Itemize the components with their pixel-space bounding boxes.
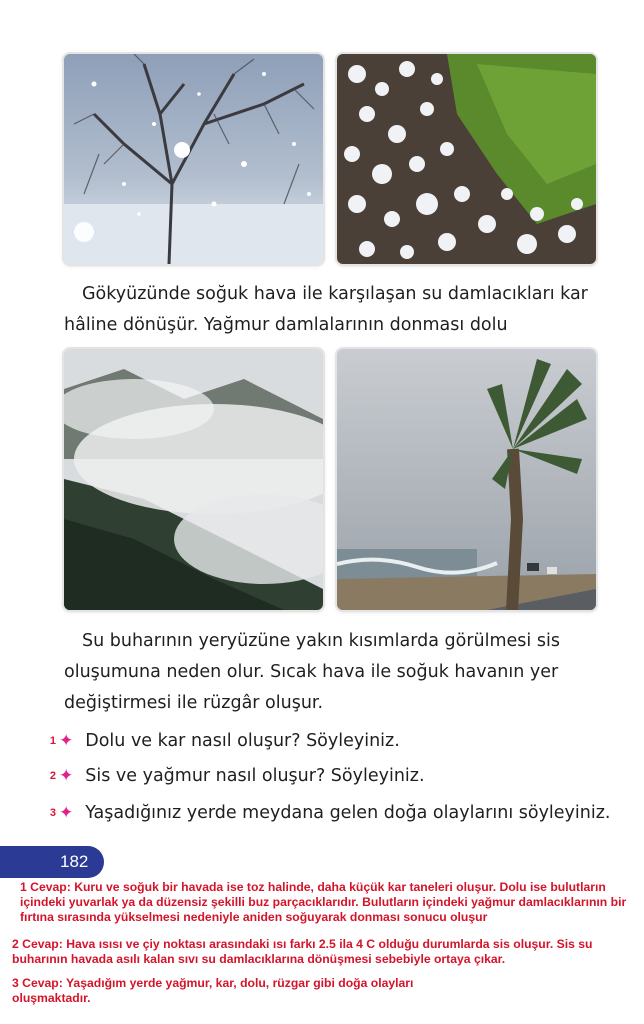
answer-2: 2 Cevap: Hava ısısı ve çiy noktası arasındaki ısı farkı 2.5 ila 4 C olduğu durumlarda sis oluşur. Sis su buharının havada asılı kalan sıvı su damlacıklarına dönüşmesi sebebiyle ortaya çıkar.: [12, 937, 593, 966]
windblown-palm-photo: [337, 349, 596, 610]
question-1: [40, 727, 400, 755]
page-number-tab: [0, 846, 104, 878]
snowy-trees-photo: [64, 54, 323, 264]
foggy-forest-photo: [64, 349, 323, 610]
question-3: [40, 799, 610, 827]
paragraph-fog-wind: Su buharının yeryüzüne yakın kısımlarda görülmesi sis oluşumuna neden olur. Sıcak hava ile soğuk havanın yer değiştirmesi ile rüzgâr oluşur.: [64, 631, 560, 713]
hail-on-grass-photo: [337, 54, 596, 264]
question-text: Yaşadığınız yerde meydana gelen doğa olaylarını söyleyiniz.: [85, 803, 611, 823]
answer-1: 1 Cevap: Kuru ve soğuk bir havada ise toz halinde, daha küçük kar taneleri oluşur. Dolu ise bulutların içindeki yuvarlak ya da düzensiz şekilli buz parçacıklarıdır. Bulutların içindeki yağmur damlacıklarının bir fırtına sırasında yükselmesi nedeniyle aniden soğuyarak donması sonucu oluşur: [20, 880, 627, 924]
star-icon: ✦: [59, 766, 74, 786]
question-number: 3: [49, 807, 56, 819]
question-number: 1: [49, 735, 56, 747]
question-text: Dolu ve kar nasıl oluşur? Söyleyiniz.: [85, 731, 400, 751]
question-text: Sis ve yağmur nasıl oluşur? Söyleyiniz.: [85, 766, 425, 786]
paragraph-snow-hail: Gökyüzünde soğuk hava ile karşılaşan su damlacıkları kar hâline dönüşür. Yağmur damlalarının donması dolu: [64, 284, 588, 335]
star-icon: ✦: [59, 803, 74, 823]
question-2: [40, 762, 425, 790]
question-number: 2: [49, 770, 56, 782]
star-icon: ✦: [59, 731, 74, 751]
answer-3: 3 Cevap: Yaşadığım yerde yağmur, kar, dolu, rüzgar gibi doğa olayları oluşmaktadır.: [12, 976, 414, 1005]
page-number: 182: [60, 852, 89, 871]
